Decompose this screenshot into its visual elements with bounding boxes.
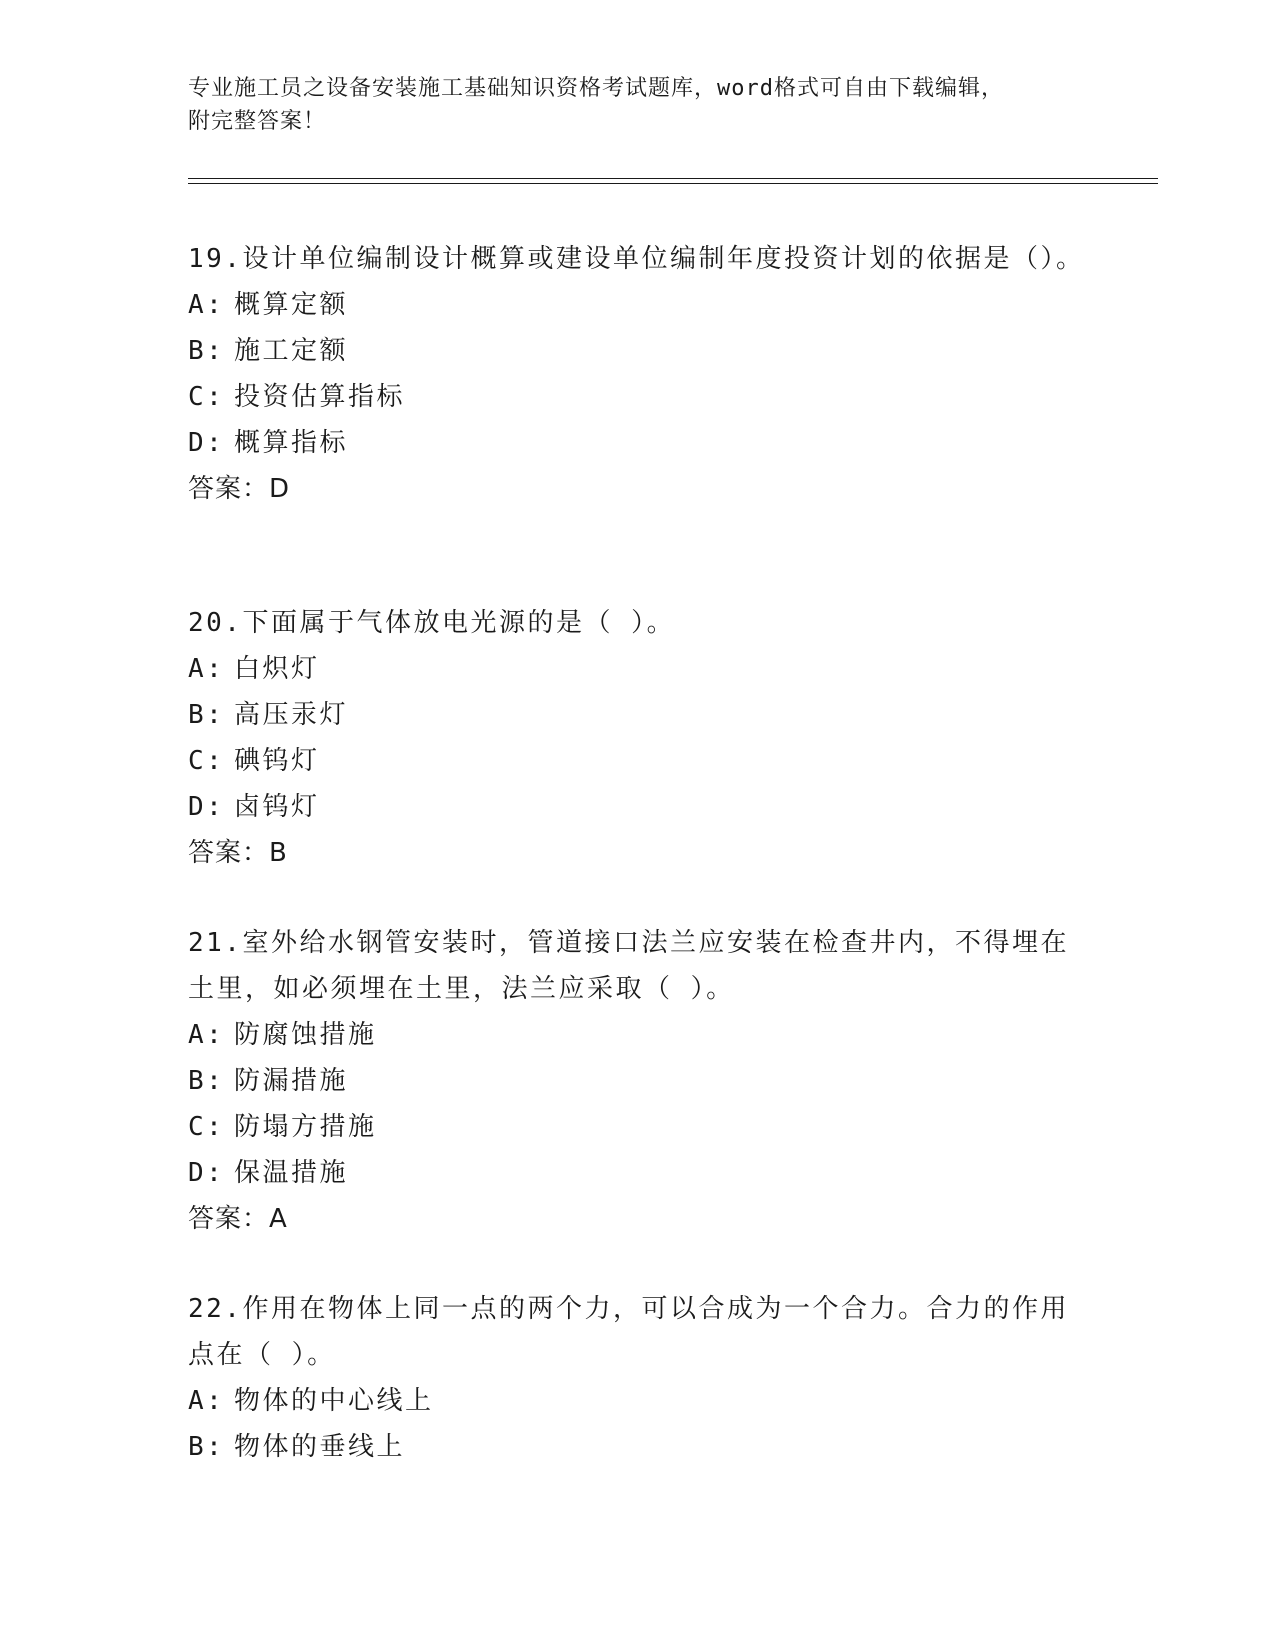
option-key: B: (188, 700, 225, 730)
option-text: 保温措施 (234, 1158, 349, 1188)
option-key: A: (188, 290, 225, 320)
question-stem: 19.设计单位编制设计概算或建设单位编制年度投资计划的依据是（）。 (188, 244, 1085, 274)
option-b (188, 692, 1088, 738)
option-key: A: (188, 1020, 225, 1050)
option-key: D: (188, 1158, 225, 1188)
option-key: A: (188, 654, 225, 684)
answer-line: 答案：D (188, 474, 291, 504)
option-key: B: (188, 1066, 225, 1096)
option-key: D: (188, 792, 225, 822)
option-text: 碘钨灯 (234, 746, 320, 776)
header-line-1: 专业施工员之设备安装施工基础知识资格考试题库，word格式可自由下载编辑， (188, 76, 1004, 101)
option-key: C: (188, 382, 225, 412)
option-text: 概算定额 (234, 290, 349, 320)
option-text: 防腐蚀措施 (234, 1020, 377, 1050)
option-text: 概算指标 (234, 428, 349, 458)
document-header (188, 72, 1088, 138)
option-key: C: (188, 746, 225, 776)
option-text: 高压汞灯 (234, 700, 349, 730)
option-a (188, 646, 1088, 692)
option-key: A: (188, 1386, 225, 1416)
answer-line: 答案：B (188, 838, 288, 868)
option-b (188, 1058, 1088, 1104)
option-text: 物体的中心线上 (234, 1386, 434, 1416)
answer-line: 答案：A (188, 1204, 288, 1234)
question-stem: 22.作用在物体上同一点的两个力，可以合成为一个合力。合力的作用点在（ ）。 (188, 1294, 1069, 1370)
option-key: C: (188, 1112, 225, 1142)
option-c (188, 1104, 1088, 1150)
option-d (188, 420, 1088, 466)
question-20 (188, 600, 1088, 876)
option-b (188, 328, 1088, 374)
question-22 (188, 1286, 1088, 1470)
question-stem: 20.下面属于气体放电光源的是（ ）。 (188, 608, 676, 638)
question-stem: 21.室外给水钢管安装时，管道接口法兰应安装在检查井内，不得埋在土里，如必须埋在土里，法兰应采取（ ）。 (188, 928, 1069, 1004)
option-text: 施工定额 (234, 336, 349, 366)
option-text: 防漏措施 (234, 1066, 349, 1096)
option-d (188, 1150, 1088, 1196)
header-rule-bottom (188, 183, 1158, 184)
option-a (188, 1012, 1088, 1058)
option-text: 物体的垂线上 (234, 1432, 406, 1462)
option-text: 防塌方措施 (234, 1112, 377, 1142)
option-key: B: (188, 336, 225, 366)
option-key: D: (188, 428, 225, 458)
option-a (188, 1378, 1088, 1424)
option-b (188, 1424, 1088, 1470)
option-text: 投资估算指标 (234, 382, 406, 412)
header-line-2: 附完整答案！ (188, 109, 327, 134)
option-d (188, 784, 1088, 830)
question-21 (188, 920, 1088, 1242)
header-rule-top (188, 178, 1158, 179)
option-text: 卤钨灯 (234, 792, 320, 822)
option-text: 白炽灯 (234, 654, 320, 684)
option-c (188, 374, 1088, 420)
question-19 (188, 236, 1088, 512)
option-c (188, 738, 1088, 784)
option-a (188, 282, 1088, 328)
option-key: B: (188, 1432, 225, 1462)
